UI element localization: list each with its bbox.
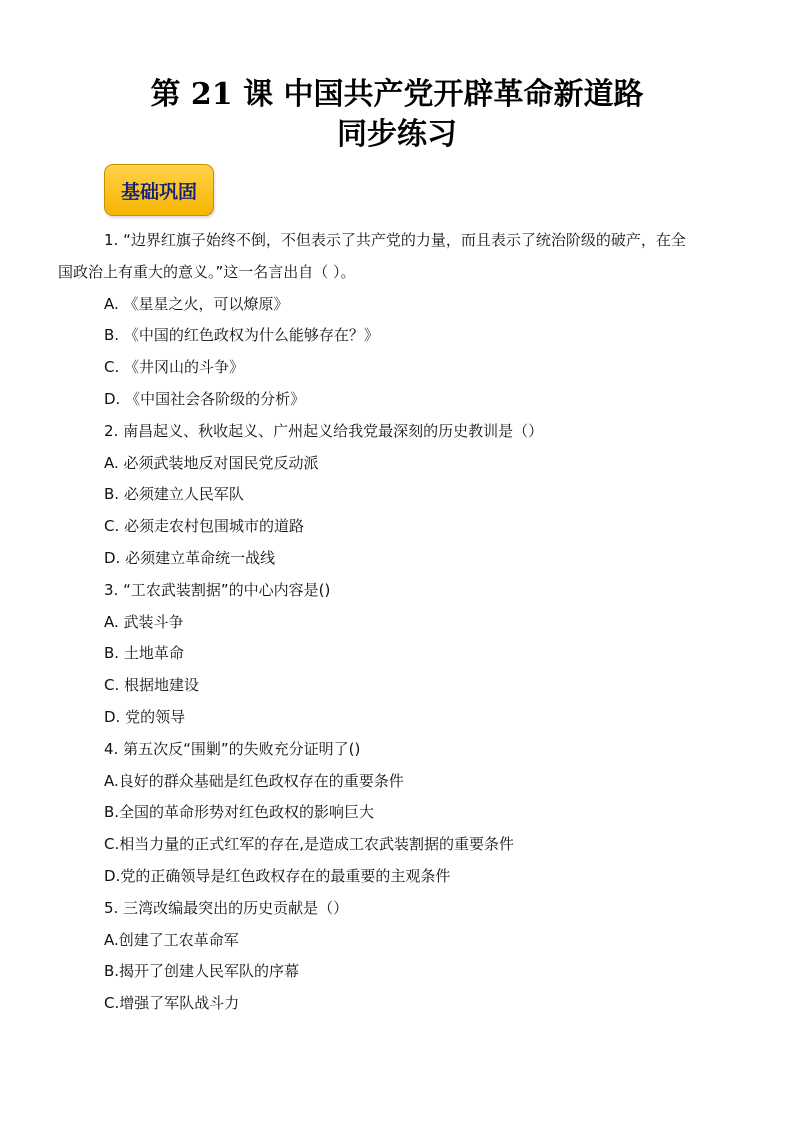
answer-option: B.全国的革命形势对红色政权的影响巨大: [104, 803, 375, 822]
answer-option: A. 必须武装地反对国民党反动派: [104, 453, 319, 472]
section-badge: [104, 164, 214, 216]
answer-option: B. 必须建立人民军队: [104, 485, 244, 504]
answer-option: C.相当力量的正式红军的存在,是造成工农武装割据的重要条件: [104, 835, 515, 854]
section-badge-label: 基础巩固: [120, 180, 197, 203]
question-stem: 1. “边界红旗子始终不倒，不但表示了共产党的力量，而且表示了统治阶级的破产，在全: [104, 231, 686, 249]
answer-option: D. 党的领导: [104, 708, 186, 726]
answer-option: D. 必须建立革命统一战线: [104, 549, 276, 567]
page-subtitle: 同步练习: [337, 117, 457, 152]
answer-option: B.揭开了创建人民军队的序幕: [104, 962, 300, 981]
answer-option: C.增强了军队战斗力: [104, 994, 240, 1013]
answer-option: C. 必须走农村包围城市的道路: [104, 517, 305, 536]
answer-option: A. 《星星之火，可以燎原》: [104, 294, 289, 313]
answer-option: A.良好的群众基础是红色政权存在的重要条件: [104, 771, 404, 790]
answer-option: A. 武装斗争: [104, 612, 184, 631]
answer-option: C. 《井冈山的斗争》: [104, 358, 245, 377]
answer-option: A.创建了工农革命军: [104, 930, 239, 949]
page-title: 第 21 课 中国共产党开辟革命新道路: [150, 77, 644, 112]
question-stem: 5. 三湾改编最突出的历史贡献是（）: [104, 898, 349, 917]
answer-option: B. 土地革命: [104, 644, 184, 663]
question-stem: 2. 南昌起义、秋收起义、广州起义给我党最深刻的历史教训是（）: [104, 421, 544, 440]
answer-option: C. 根据地建设: [104, 676, 200, 695]
question-stem: 4. 第五次反“围剿”的失败充分证明了(): [104, 739, 361, 758]
question-stem-continuation: 国政治上有重大的意义。”这一名言出自（ ）。: [58, 262, 356, 281]
answer-option: D. 《中国社会各阶级的分析》: [104, 390, 306, 408]
answer-option: D.党的正确领导是红色政权存在的最重要的主观条件: [104, 867, 451, 885]
question-stem: 3. “工农武装割据”的中心内容是(): [104, 580, 331, 599]
answer-option: B. 《中国的红色政权为什么能够存在？》: [104, 326, 379, 345]
